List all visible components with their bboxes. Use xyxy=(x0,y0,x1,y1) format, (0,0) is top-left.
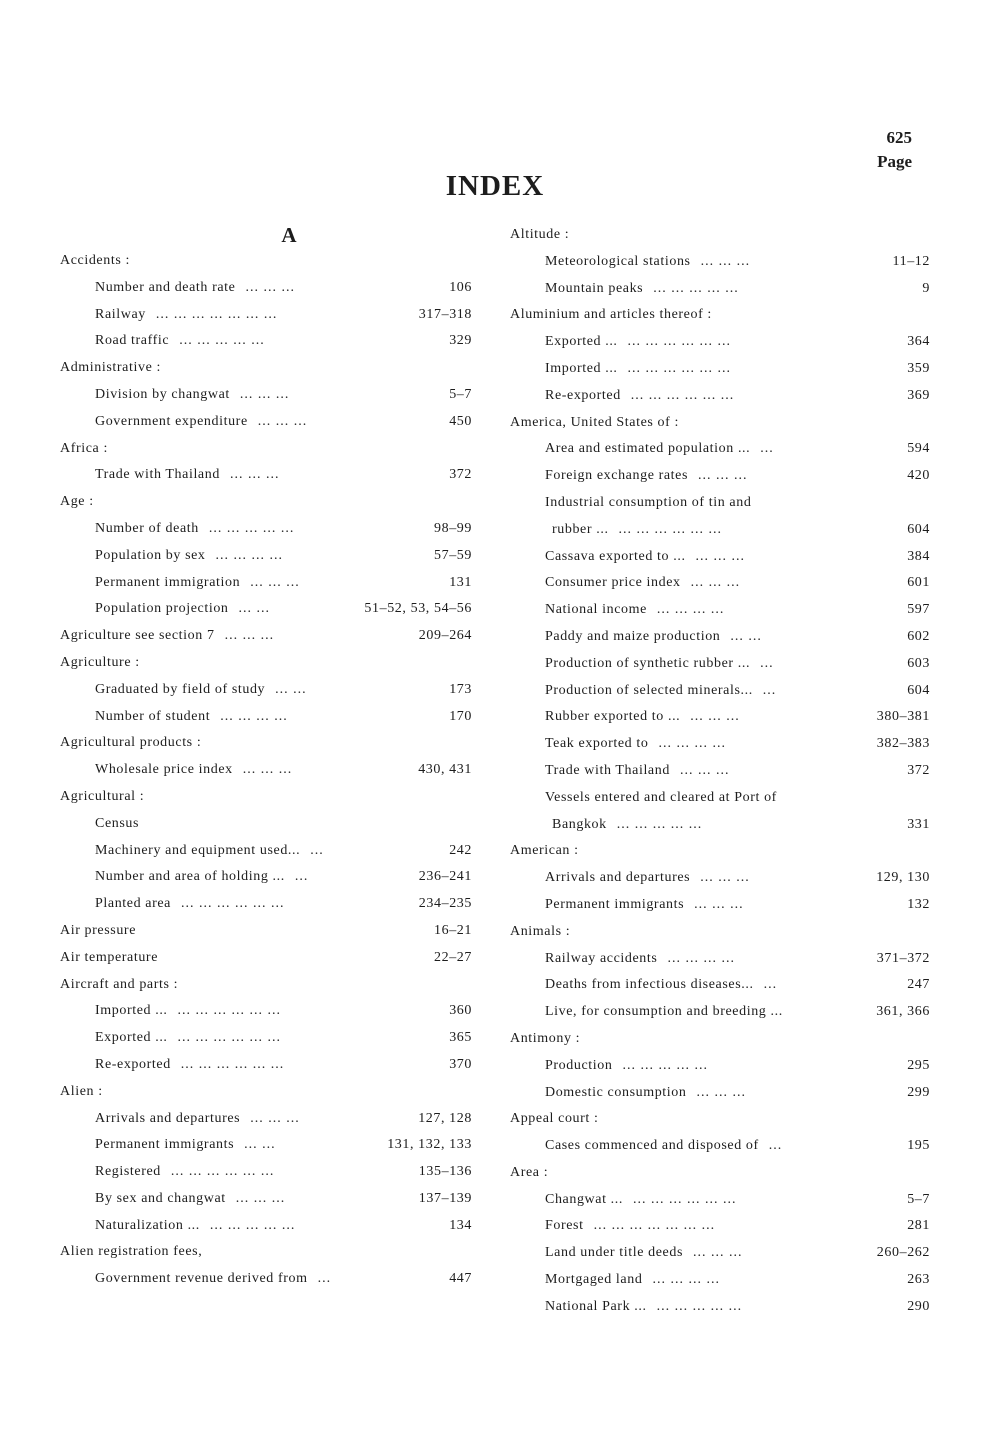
index-heading xyxy=(60,248,478,275)
entry-text: Number and area of holding ... xyxy=(95,869,285,885)
entry-text: Meteorological stations xyxy=(545,253,691,269)
page-reference: 430, 431 xyxy=(418,762,472,778)
leader-dots: ... ... ... xyxy=(696,1084,746,1100)
leader-dots: ... ... xyxy=(730,628,762,644)
index-entry xyxy=(60,811,478,838)
index-entry xyxy=(510,1053,930,1080)
entry-text: Number of death xyxy=(95,520,199,536)
index-entry xyxy=(60,516,478,543)
leader-dots: ... xyxy=(760,441,774,457)
index-entry xyxy=(60,409,478,436)
index-entry xyxy=(60,596,478,623)
leader-dots: ... ... ... xyxy=(245,279,295,295)
page-reference: 299 xyxy=(907,1084,930,1100)
index-heading xyxy=(60,436,478,463)
entry-text: Census xyxy=(95,815,140,831)
index-entry xyxy=(60,302,478,329)
entry-text: Altitude : xyxy=(510,227,570,242)
entry-text: Exported ... xyxy=(545,334,618,350)
leader-dots: ... ... xyxy=(275,681,307,697)
leader-dots: ... ... ... ... ... xyxy=(616,816,703,832)
leader-dots: ... ... ... ... ... ... xyxy=(632,1191,737,1207)
entry-text: Domestic consumption xyxy=(545,1084,687,1100)
entry-text: National Park ... xyxy=(545,1298,647,1314)
entry-text: Alien : xyxy=(60,1083,103,1099)
entry-text: Africa : xyxy=(60,440,108,456)
page-reference: 127, 128 xyxy=(418,1110,472,1126)
leader-dots: ... ... ... ... ... ... xyxy=(630,387,735,403)
entry-text: Cases commenced and disposed of xyxy=(545,1138,759,1154)
entry-text: Government revenue derived from xyxy=(95,1271,308,1287)
leader-dots: ... ... ... xyxy=(224,628,275,644)
index-entry xyxy=(60,1132,478,1159)
entry-text: Administrative : xyxy=(60,360,161,376)
entry-text: Production of selected minerals... xyxy=(545,682,753,698)
leader-dots: ... ... xyxy=(244,1137,276,1153)
index-entry xyxy=(510,1267,930,1294)
index-entry xyxy=(60,275,478,302)
page-reference: 372 xyxy=(907,762,930,778)
index-heading xyxy=(60,650,478,677)
page-reference: 11–12 xyxy=(892,253,930,269)
entry-text: Industrial consumption of tin and xyxy=(545,494,752,510)
index-heading xyxy=(60,918,478,945)
page-reference: 369 xyxy=(907,387,930,403)
index-entry xyxy=(510,490,930,517)
index-entry xyxy=(510,329,930,356)
entry-text: Vessels entered and cleared at Port of xyxy=(545,789,777,805)
page-reference: 98–99 xyxy=(434,520,472,536)
leader-dots: ... ... ... xyxy=(698,468,748,484)
index-heading xyxy=(510,302,930,329)
entry-text: Mountain peaks xyxy=(545,280,644,296)
entry-text: Agriculture : xyxy=(60,654,140,670)
entry-text: By sex and changwat xyxy=(95,1190,226,1206)
entry-text: Trade with Thailand xyxy=(545,762,670,778)
entry-text: Division by changwat xyxy=(95,386,230,402)
index-entry xyxy=(60,382,478,409)
page-reference: 365 xyxy=(449,1030,472,1046)
page-reference: 603 xyxy=(907,655,930,671)
entry-text: Imported ... xyxy=(95,1003,168,1019)
page-reference: 380–381 xyxy=(876,709,930,725)
index-entry xyxy=(510,812,930,839)
index-entry xyxy=(510,1240,930,1267)
page-reference: 604 xyxy=(907,682,930,698)
index-entry xyxy=(510,624,930,651)
index-entry xyxy=(60,1213,478,1240)
left-column xyxy=(60,222,478,1293)
leader-dots: ... ... ... xyxy=(257,413,308,429)
entry-text: Agricultural : xyxy=(60,788,145,804)
leader-dots: ... ... ... ... ... ... xyxy=(618,521,723,537)
entry-text: Permanent immigrants xyxy=(545,896,685,912)
page-reference: 22–27 xyxy=(434,949,472,965)
page-label: Page xyxy=(877,152,912,171)
leader-dots: ... ... ... ... xyxy=(220,708,288,724)
page-reference: 170 xyxy=(449,708,472,724)
index-heading xyxy=(60,730,478,757)
leader-dots: ... ... ... ... xyxy=(658,736,726,752)
page-number: 625 xyxy=(886,128,912,147)
index-entry xyxy=(510,731,930,758)
leader-dots: ... ... ... ... ... ... ... xyxy=(593,1218,716,1234)
page-reference: 601 xyxy=(907,575,930,591)
entry-text: Registered xyxy=(95,1164,161,1180)
page-reference: 131 xyxy=(449,574,472,590)
index-entry xyxy=(60,891,478,918)
leader-dots: ... ... ... xyxy=(242,762,293,778)
entry-text: Cassava exported to ... xyxy=(545,548,686,564)
page-reference: 384 xyxy=(907,548,930,564)
entry-text: Appeal court : xyxy=(510,1111,599,1127)
page-reference: 382–383 xyxy=(876,736,930,752)
index-heading xyxy=(510,838,930,865)
index-entry xyxy=(510,1294,930,1321)
index-entry xyxy=(510,1187,930,1214)
page-reference: 281 xyxy=(907,1218,930,1234)
page-reference: 173 xyxy=(449,681,472,697)
page-reference: 209–264 xyxy=(418,628,472,644)
right-column xyxy=(510,222,930,1321)
index-heading xyxy=(510,919,930,946)
page-reference: 5–7 xyxy=(449,386,472,402)
index-entry xyxy=(60,757,478,784)
page-reference: 236–241 xyxy=(418,869,472,885)
index-entry xyxy=(60,1266,478,1293)
entry-text: Imported ... xyxy=(545,360,618,376)
page-reference: 51–52, 53, 54–56 xyxy=(364,601,472,617)
entry-text: Permanent immigrants xyxy=(95,1137,235,1153)
page-reference: 129, 130 xyxy=(876,870,930,886)
entry-text: Consumer price index xyxy=(545,575,681,591)
leader-dots: ... ... ... xyxy=(250,1110,300,1126)
index-entry xyxy=(510,758,930,785)
index-entry xyxy=(510,1080,930,1107)
entry-text: Live, for consumption and breeding ... xyxy=(545,1004,783,1020)
entry-text: Area and estimated population ... xyxy=(545,441,751,457)
page-reference: 372 xyxy=(449,467,472,483)
index-entry xyxy=(60,838,478,865)
page-reference: 359 xyxy=(907,360,930,376)
entry-text: Railway xyxy=(95,306,146,322)
leader-dots: ... xyxy=(760,655,774,671)
page-reference: 106 xyxy=(449,279,472,295)
left-entry-list xyxy=(60,248,478,1293)
index-entry xyxy=(510,383,930,410)
leader-dots: ... xyxy=(763,977,778,993)
leader-dots: ... xyxy=(310,842,324,858)
leader-dots: ... ... ... xyxy=(700,870,750,886)
entry-text: Naturalization ... xyxy=(95,1217,200,1233)
entry-text: Paddy and maize production xyxy=(545,628,721,644)
index-entry xyxy=(60,704,478,731)
entry-text: Foreign exchange rates xyxy=(545,468,689,484)
leader-dots: ... ... ... xyxy=(695,548,746,564)
leader-dots: ... ... ... xyxy=(229,467,280,483)
entry-text: Deaths from infectious diseases... xyxy=(545,977,754,993)
index-entry xyxy=(510,436,930,463)
index-entry xyxy=(510,892,930,919)
entry-text: American : xyxy=(510,843,579,859)
index-entry xyxy=(60,1159,478,1186)
leader-dots: ... ... ... ... ... xyxy=(208,520,295,536)
index-entry xyxy=(60,1052,478,1079)
index-entry xyxy=(60,677,478,704)
index-heading xyxy=(60,784,478,811)
page-reference: 263 xyxy=(907,1272,930,1288)
leader-dots: ... ... ... ... xyxy=(656,602,725,618)
page-reference: 594 xyxy=(907,441,930,457)
page-reference: 135–136 xyxy=(418,1164,472,1180)
right-entry-list xyxy=(510,222,930,1321)
entry-text: rubber ... xyxy=(552,521,609,537)
entry-text: Aircraft and parts : xyxy=(60,976,179,992)
leader-dots: ... ... ... xyxy=(700,253,751,269)
page-reference: 132 xyxy=(907,896,930,912)
entry-text: Agricultural products : xyxy=(60,735,202,751)
index-entry xyxy=(60,543,478,570)
page-reference: 134 xyxy=(449,1217,472,1233)
leader-dots: ... ... ... ... ... ... xyxy=(177,1030,282,1046)
entry-text: Land under title deeds xyxy=(545,1245,683,1261)
leader-dots: ... ... ... ... ... ... xyxy=(180,1056,285,1072)
leader-dots: ... xyxy=(762,682,777,698)
leader-dots: ... ... ... ... ... ... xyxy=(170,1164,275,1180)
page-reference: 420 xyxy=(907,468,930,484)
entry-text: Trade with Thailand xyxy=(95,467,220,483)
leader-dots: ... ... ... ... ... xyxy=(656,1298,743,1314)
leader-dots: ... ... ... xyxy=(690,575,741,591)
index-entry xyxy=(60,1186,478,1213)
page-reference: 360 xyxy=(449,1003,472,1019)
page-reference: 450 xyxy=(449,413,472,429)
entry-text: Accidents : xyxy=(60,253,130,268)
index-entry xyxy=(510,276,930,303)
index-entry xyxy=(60,328,478,355)
leader-dots: ... ... ... ... xyxy=(667,950,735,966)
index-entry xyxy=(510,704,930,731)
entry-text: Bangkok xyxy=(552,816,607,832)
entry-text: Government expenditure xyxy=(95,413,248,429)
leader-dots: ... ... ... xyxy=(694,896,744,912)
entry-text: Planted area xyxy=(95,896,171,912)
entry-text: Exported ... xyxy=(95,1030,168,1046)
entry-text: Production of synthetic rubber ... xyxy=(545,655,751,671)
page-reference: 9 xyxy=(922,280,930,296)
entry-text: Area : xyxy=(510,1164,549,1180)
entry-text: Number and death rate xyxy=(95,279,236,295)
entry-text: Number of student xyxy=(95,708,211,724)
index-entry xyxy=(510,249,930,276)
page-reference: 295 xyxy=(907,1057,930,1073)
entry-text: Agriculture see section 7 xyxy=(60,628,215,644)
leader-dots: ... ... xyxy=(238,601,271,617)
page-reference: 5–7 xyxy=(907,1191,930,1207)
page-reference: 195 xyxy=(907,1138,930,1154)
page-reference: 370 xyxy=(449,1056,472,1072)
index-entry xyxy=(60,864,478,891)
index-heading xyxy=(510,1026,930,1053)
leader-dots: ... xyxy=(294,869,309,885)
index-heading xyxy=(60,1079,478,1106)
leader-dots: ... ... ... ... ... ... xyxy=(177,1003,282,1019)
page-reference: 371–372 xyxy=(876,950,930,966)
leader-dots: ... ... ... ... xyxy=(215,547,284,563)
index-entry xyxy=(60,998,478,1025)
index-entry xyxy=(510,1133,930,1160)
index-entry xyxy=(510,946,930,973)
entry-text: Air pressure xyxy=(60,922,137,938)
entry-text: Graduated by field of study xyxy=(95,681,266,697)
leader-dots: ... ... ... ... ... xyxy=(653,280,739,296)
leader-dots: ... ... ... xyxy=(250,574,300,590)
index-entry xyxy=(510,651,930,678)
leader-dots: ... ... ... xyxy=(235,1190,286,1206)
entry-text: Re-exported xyxy=(545,387,621,403)
entry-text: Re-exported xyxy=(95,1056,171,1072)
index-entry xyxy=(510,544,930,571)
entry-text: Rubber exported to ... xyxy=(545,709,681,725)
page-reference: 57–59 xyxy=(434,547,472,563)
index-entry xyxy=(510,785,930,812)
entry-text: National income xyxy=(545,602,647,618)
index-entry xyxy=(510,972,930,999)
entry-text: Alien registration fees, xyxy=(60,1244,203,1260)
index-entry xyxy=(510,1213,930,1240)
leader-dots: ... xyxy=(768,1138,783,1154)
page-reference: 234–235 xyxy=(418,896,472,912)
index-entry xyxy=(60,1025,478,1052)
entry-text: Population by sex xyxy=(95,547,206,563)
index-entry xyxy=(510,356,930,383)
index-heading xyxy=(60,1239,478,1266)
index-entry xyxy=(510,678,930,705)
page-reference: 447 xyxy=(449,1271,472,1287)
leader-dots: ... ... ... xyxy=(693,1245,743,1261)
index-heading xyxy=(510,1106,930,1133)
leader-dots: ... ... ... xyxy=(679,762,730,778)
entry-text: Age : xyxy=(60,494,94,510)
page-reference: 16–21 xyxy=(434,922,472,938)
page-reference: 247 xyxy=(907,977,930,993)
entry-text: Production xyxy=(545,1057,613,1073)
leader-dots: ... ... ... ... ... xyxy=(622,1057,708,1073)
index-entry xyxy=(60,1106,478,1133)
page-reference: 260–262 xyxy=(876,1245,930,1261)
index-entry xyxy=(510,517,930,544)
page-reference: 290 xyxy=(907,1298,930,1314)
index-heading xyxy=(510,410,930,437)
page-reference: 137–139 xyxy=(418,1190,472,1206)
entry-text: Road traffic xyxy=(95,333,170,349)
page-reference: 329 xyxy=(449,333,472,349)
page-reference: 242 xyxy=(449,842,472,858)
page-reference: 597 xyxy=(907,602,930,618)
leader-dots: ... ... ... ... ... ... xyxy=(181,896,285,912)
entry-text: Teak exported to xyxy=(545,736,649,752)
page-reference: 364 xyxy=(907,334,930,350)
entry-text: Aluminium and articles thereof : xyxy=(510,307,712,323)
index-heading xyxy=(60,623,478,650)
index-entry xyxy=(510,865,930,892)
leader-dots: ... ... ... ... ... xyxy=(179,333,265,349)
entry-text: Changwat ... xyxy=(545,1191,623,1207)
page-reference: 604 xyxy=(907,521,930,537)
section-letter: A xyxy=(281,223,297,247)
page-reference: 317–318 xyxy=(418,306,472,322)
index-entry xyxy=(60,570,478,597)
entry-text: Population projection xyxy=(95,601,229,617)
index-entry xyxy=(510,597,930,624)
index-entry xyxy=(60,462,478,489)
entry-text: America, United States of : xyxy=(510,414,679,430)
leader-dots: ... ... ... ... ... ... ... xyxy=(155,306,278,322)
entry-text: Machinery and equipment used... xyxy=(95,842,301,858)
leader-dots: ... ... ... xyxy=(690,709,740,725)
entry-text: Permanent immigration xyxy=(95,574,241,590)
entry-text: Wholesale price index xyxy=(95,762,233,778)
entry-text: Animals : xyxy=(510,923,571,939)
index-heading xyxy=(60,489,478,516)
leader-dots: ... xyxy=(317,1271,332,1287)
index-entry xyxy=(510,570,930,597)
leader-dots: ... ... ... ... ... ... xyxy=(627,360,732,376)
entry-text: Railway accidents xyxy=(545,950,658,966)
page-reference: 361, 366 xyxy=(876,1004,930,1020)
entry-text: Forest xyxy=(545,1218,584,1234)
index-heading xyxy=(60,945,478,972)
leader-dots: ... ... ... ... xyxy=(652,1272,720,1288)
index-heading xyxy=(510,1160,930,1187)
page-reference: 602 xyxy=(907,628,930,644)
leader-dots: ... ... ... xyxy=(239,386,290,402)
index-entry xyxy=(510,463,930,490)
leader-dots: ... ... ... ... ... ... xyxy=(627,334,732,350)
entry-text: Arrivals and departures xyxy=(95,1110,241,1126)
index-heading xyxy=(510,222,930,249)
page-title: INDEX xyxy=(445,170,545,202)
entry-text: Arrivals and departures xyxy=(545,870,691,886)
entry-text: Air temperature xyxy=(60,949,159,965)
entry-text: Antimony : xyxy=(510,1030,581,1046)
index-heading xyxy=(60,355,478,382)
entry-text: Mortgaged land xyxy=(545,1272,643,1288)
index-heading xyxy=(60,972,478,999)
page-reference: 331 xyxy=(907,816,930,832)
page-reference: 131, 132, 133 xyxy=(387,1137,472,1153)
index-entry xyxy=(510,999,930,1026)
leader-dots: ... ... ... ... ... xyxy=(209,1217,296,1233)
